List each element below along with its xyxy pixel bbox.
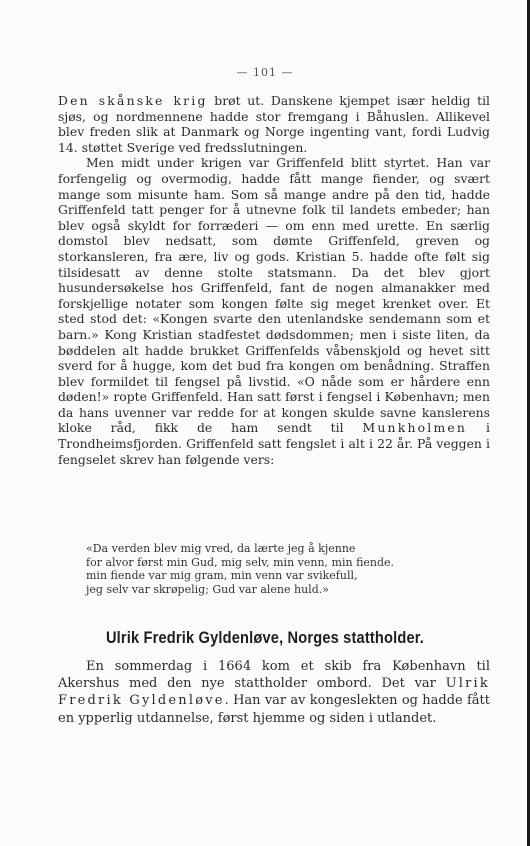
section-griffenfeld <box>58 93 490 467</box>
paragraph-text: brøt ut. Danskene kjempet især heldig til sjøs, og nordmennene hadde stor fremgang i Båhuslen. Allikevel blev freden slik at Danmark og Norge ingenting vant, fordi Ludvig 14. støttet Sverige ved fredsslutningen. <box>58 93 490 155</box>
paragraph-text: i Trondheimsfjorden. Griffenfeld satt fengslet i alt i 22 år. På veggen i fengselet skrev han følgende vers: <box>58 420 490 467</box>
paragraph-skanske-krig <box>58 93 490 155</box>
spaced-person-name: Ulrik Fredrik Gyldenløve <box>58 676 490 709</box>
section-gyldenlove <box>58 658 490 727</box>
verse-line: jeg selv var skrøpelig; Gud var alene huld.» <box>86 582 329 596</box>
verse-block <box>86 542 486 596</box>
verse-line: «Da verden blev mig vred, da lærte jeg å kjenne <box>86 542 356 555</box>
spaced-place-name: Munkholmen <box>362 420 468 436</box>
paragraph-text: En sommerdag i 1664 kom et skib fra København til Akershus med den nye stattholder ombord. Det var <box>58 659 490 692</box>
section-heading: Ulrik Fredrik Gyldenløve, Norges stattholder. <box>105 628 425 647</box>
paragraph-text: Men midt under krigen var Griffenfeld blitt styrtet. Han var forfengelig og overmodig, hadde fått mange fiender, og svært mange som misunte ham. Som så mange andre på den tid, hadde Griffenfeld tatt penger for å utnevne folk til landets embeder; han blev også skyldt for forræderi — om enn med urette. En særlig domstol blev nedsatt, som dømte Griffenfeld, greven og storkansleren, fra ære, liv og gods. Kristian 5. hadde ofte følt sig tilsidesatt av denne stolte statsmann. Da det blev gjort husundersøkelse hos Griffenfeld, fant de nogen almanakker med forskjellige notater som kongen følte sig meget krenket over. Et sted stod det: «Kongen svarte den utenlandske sendemann som et barn.» Kong Kristian stadfestet dødsdommen; men i siste liten, da bøddelen alt hadde brukket Griffenfelds våbenskjold og hevet sitt sverd for å hugge, kom det bud fra kongen om benådning. Straffen blev formildet til fengsel på livstid. «O nåde som er hårdere enn døden!» ropte Griffenfeld. Han satt først i fengsel i København; men da hans uvenner var redde for at kongen skulde savne kanslerens kloke råd, fikk de ham sendt til <box>58 155 490 436</box>
spaced-lead-text: Den skånske krig <box>58 93 208 108</box>
paragraph-gyldenlove <box>58 658 490 727</box>
paragraph-text: . Han var av kongeslekten og hadde fått en ypperlig utdannelse, først hjemme og siden i utlandet. <box>58 693 490 726</box>
verse-line: for alvor først min Gud, mig selv, min venn, min fiende. <box>86 555 395 569</box>
paragraph-griffenfeld <box>58 155 490 467</box>
page-number: — 101 — <box>236 66 294 79</box>
verse-line: min fiende var mig gram, min venn var svikefull, <box>86 569 358 583</box>
